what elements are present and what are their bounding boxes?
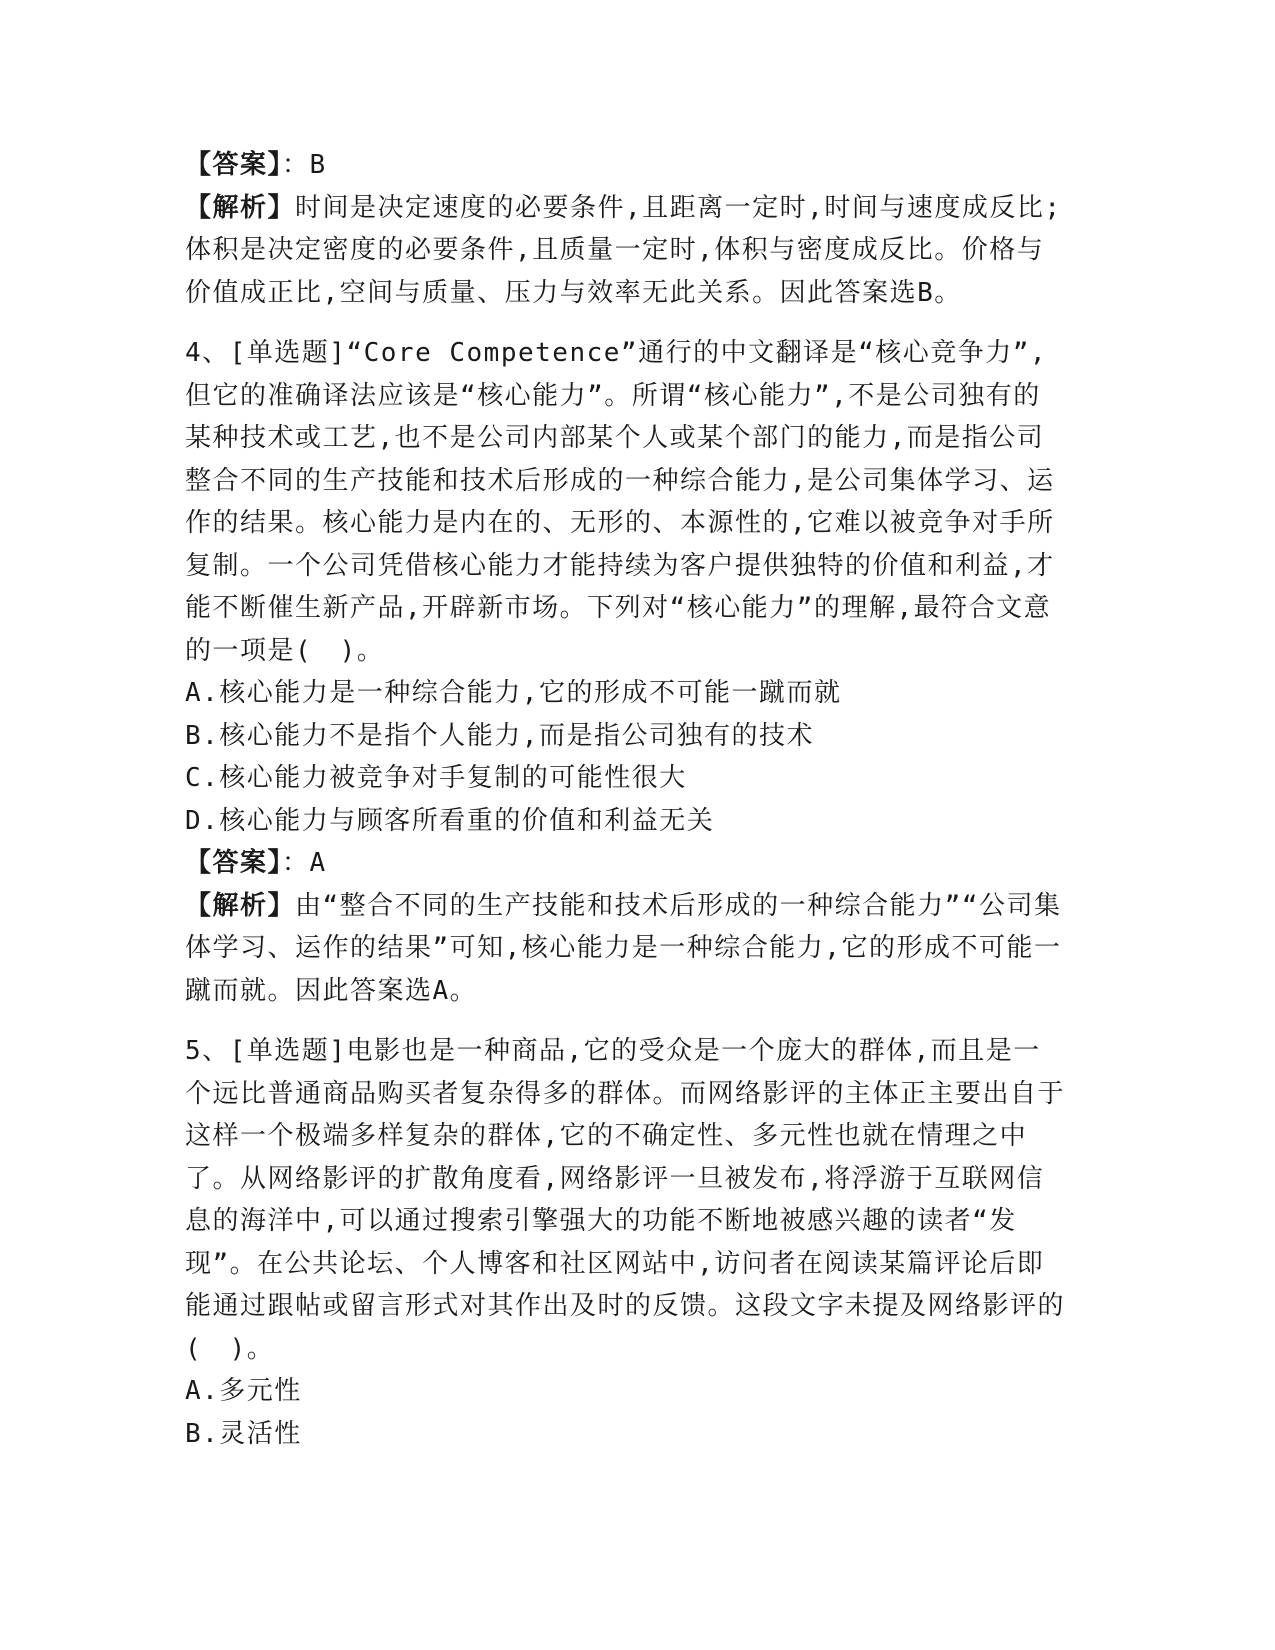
q3-analysis	[185, 187, 1065, 315]
q4-answer-tag: 【答案】	[185, 848, 283, 878]
q4-option-a: A.核心能力是一种综合能力,它的形成不可能一蹴而就	[185, 678, 842, 708]
q4-analysis	[185, 885, 1065, 1013]
q4-option-c: C.核心能力被竞争对手复制的可能性很大	[185, 763, 687, 793]
document-content	[185, 144, 1065, 1455]
spacer	[185, 1012, 1065, 1030]
q4-option-b: B.核心能力不是指个人能力,而是指公司独有的技术	[185, 720, 814, 751]
q3-answer-value: ：B	[282, 150, 327, 180]
q4-stem: 4、[单选题]“Core Competence”通行的中文翻译是“核心竞争力”,但它的准确译法应该是“核心能力”。所谓“核心能力”,不是公司独有的某种技术或工艺,也不是公司内部某个人或某个部门的能力,而是指公司整合不同的生产技能和技术后形成的一种综合能力,是公司集体学习、运作的结果。核心能力是内在的、无形的、本源性的,它难以被竞争对手所复制。一个公司凭借核心能力才能持续为客户提供独特的价值和利益,才能不断催生新产品,开辟新市场。下列对“核心能力”的理解,最符合文意的一项是( )。	[185, 338, 1055, 666]
q3-analysis-text: 时间是决定速度的必要条件,且距离一定时,时间与速度成反比;体积是决定密度的必要条件,且质量一定时,体积与密度成反比。价格与价值成正比,空间与质量、压力与效率无此关系。因此答案选B。	[185, 192, 1062, 308]
q3-answer	[185, 144, 1065, 187]
q5-option-b: B.灵活性	[185, 1418, 302, 1449]
q4-analysis-tag: 【解析】	[185, 890, 296, 921]
q4-option-d: D.核心能力与顾客所看重的价值和利益无关	[185, 805, 715, 836]
spacer	[185, 314, 1065, 332]
q4-answer	[185, 842, 1065, 885]
q5-stem: 5、[单选题]电影也是一种商品,它的受众是一个庞大的群体,而且是一个远比普通商品购买者复杂得多的群体。而网络影评的主体正主要出自于这样一个极端多样复杂的群体,它的不确定性、多元性也就在情理之中了。从网络影评的扩散角度看,网络影评一旦被发布,将浮游于互联网信息的海洋中,可以通过搜索引擎强大的功能不断地被感兴趣的读者“发现”。在公共论坛、个人博客和社区网站中,访问者在阅读某篇评论后即能通过跟帖或留言形式对其作出及时的反馈。这段文字未提及网络影评的( )。	[185, 1036, 1066, 1364]
q4-answer-value: ：A	[282, 848, 327, 878]
q3-analysis-tag: 【解析】	[185, 192, 296, 223]
q5-option-a: A.多元性	[185, 1376, 302, 1406]
q4-analysis-text: 由“整合不同的生产技能和技术后形成的一种综合能力”“公司集体学习、运作的结果”可知,核心能力是一种综合能力,它的形成不可能一蹴而就。因此答案选A。	[185, 890, 1062, 1006]
q3-answer-tag: 【答案】	[185, 150, 283, 180]
